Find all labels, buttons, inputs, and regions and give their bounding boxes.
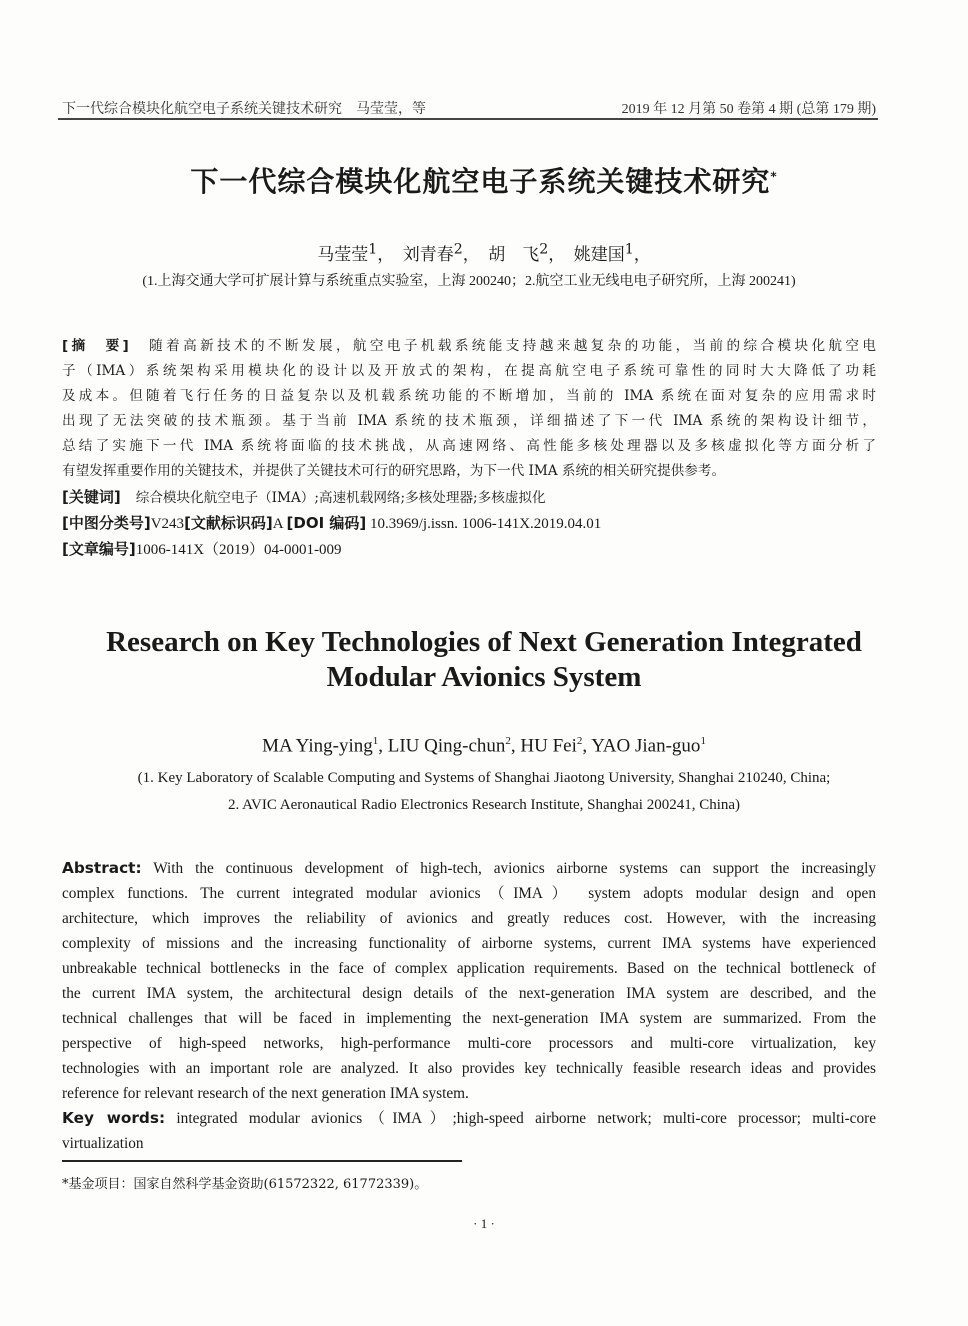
clc-value: V243 [150,516,185,532]
doi-value: 10.3969/j.issn. 1006-141X.2019.04.01 [370,516,602,532]
section-label: Key words: [62,1109,166,1127]
chinese-meta [62,484,876,562]
doc-value: A [272,516,283,532]
text-line [62,1031,876,1056]
affiliation-sup: 1 [368,241,378,258]
affiliation-sup: 2 [576,735,583,747]
section-label: [摘 要] [62,338,129,354]
author-name: LIU Qing-chun [387,735,506,757]
author-name: 胡 飞 [488,245,540,265]
affiliation-line: 2. AVIC Aeronautical Radio Electronics Research Institute, Shanghai 200241, China) [227,797,741,813]
text-line [62,334,876,359]
line-text: 子（IMA）系统架构采用模块化的设计以及开放式的架构，在提高航空电子系统可靠性的同时大大降低了功耗 [62,363,876,379]
doc-label: [文献标识码] [184,514,273,532]
english-abstract [62,856,876,1106]
line-text: virtualization [62,1135,144,1152]
text-line [62,931,876,956]
english-affiliation [0,765,968,819]
author-name: YAO Jian-guo [591,735,701,757]
text-line [62,434,876,459]
section-label: Abstract: [62,859,142,877]
text-line [62,459,876,484]
english-authors: MA Ying-ying$^1$, LIU Qing-chun$^2$, HU Fei$^2$, YAO Jian-guo$^1$ [262,735,706,757]
affiliation-sup: 1 [700,735,706,747]
line-text: technologies with an important role are analyzed. It also provides key technically feasible research ideas and provides [62,1060,876,1077]
affiliation-line: (1. Key Laboratory of Scalable Computing and Systems of Shanghai Jiaotong University, Shanghai 210240, China; [137,770,831,786]
footnote-rule [62,1160,462,1162]
running-header [62,98,876,118]
author-name: 姚建国 [573,245,625,265]
header-rule [58,118,878,120]
line-text: 随着高新技术的不断发展，航空电子机载系统能支持越来越复杂的功能，当前的综合模块化航空电 [149,338,876,354]
english-title-line: Research on Key Technologies of Next Generation Integrated [106,626,862,658]
line-text: integrated modular avionics（IMA）;high-speed airborne network; multi-core processor; multi-core [176,1110,876,1127]
classification-line [62,510,876,536]
affiliation-sup: 1 [372,735,379,747]
line-text: technical challenges that will be faced in implementing the next-generation IMA system are summarized. From the [62,1010,876,1027]
article-value: 1006-141X（2019）04-0001-009 [135,542,342,558]
line-text: 总结了实施下一代 IMA 系统将面临的技术挑战，从高速网络、高性能多核处理器以及多核虚拟化等方面分析了 [62,438,876,454]
line-text: 及成本。但随着飞行任务的日益复杂以及机载系统功能的不断增加，当前的 IMA 系统在面对复杂的应用需求时 [62,388,876,404]
author-name: 刘青春 [402,245,454,265]
article-number-line [62,536,876,562]
text-line [62,981,876,1006]
line-text: reference for relevant research of the next generation IMA system. [62,1085,469,1102]
text-line [62,1131,876,1156]
english-keywords [62,1106,876,1156]
line-text: unbreakable technical bottlenecks in the face of complex application requirements. Based on the technical bottleneck of [62,960,876,977]
affiliation-sup: 1 [624,241,634,258]
chinese-authors: 马莹莹$^1$， 刘青春$^2$， 胡 飞$^2$， 姚建国$^1$， [317,241,651,265]
keywords-text: 综合模块化航空电子（IMA）;高速机载网络;多核处理器;多核虚拟化 [135,490,546,506]
funding-footnote: *基金项目：国家自然科学基金资助(61572322, 61772339)。 [62,1177,428,1192]
text-line [62,856,876,881]
line-text: architecture, which improves the reliability of avionics and greatly reduces cost. However, with the increasing [62,910,876,927]
line-text: perspective of high-speed networks, high-performance multi-core processors and multi-core virtualization, key [62,1035,876,1052]
funding-mark: * [770,169,778,184]
line-text: the current IMA system, the architectural design details of the next-generation IMA system are described, and the [62,985,876,1002]
text-line [62,956,876,981]
doi-label: [DOI 编码] [286,514,367,532]
affiliation-sup: 2 [453,241,463,258]
keywords-label: [关键词] [62,488,121,506]
text-line [62,1081,876,1106]
chinese-affiliation: (1.上海交通大学可扩展计算与系统重点实验室，上海 200240；2.航空工业无线电电子研究所，上海 200241) [142,274,796,289]
chinese-abstract [62,334,876,484]
chinese-title [0,160,968,200]
text-line [62,384,876,409]
author-name: 马莹莹 [317,245,369,265]
text-line [62,1056,876,1081]
text-line [62,881,876,906]
text-line [62,409,876,434]
line-text: With the continuous development of high-tech, avionics airborne systems can support the increasingly [153,860,876,877]
text-line [62,359,876,384]
line-text: complex functions. The current integrated modular avionics（IMA） system adopts modular design and open [62,885,876,902]
article-label: [文章编号] [62,540,136,558]
chinese-keywords [62,484,876,510]
text-line [62,1106,876,1131]
line-text: complexity of missions and the increasing functionality of airborne systems, current IMA systems have experienced [62,935,876,952]
text-line [62,1006,876,1031]
english-title [0,625,968,695]
chinese-title-text: 下一代综合模块化航空电子系统关键技术研究 [190,165,771,198]
affiliation-sup: 2 [539,241,549,258]
author-name: MA Ying-ying [262,735,373,757]
clc-label: [中图分类号] [62,514,151,532]
english-title-line: Modular Avionics System [326,661,642,693]
author-name: HU Fei [520,735,577,757]
line-text: 有望发挥重要作用的关键技术，并提供了关键技术可行的研究思路，为下一代 IMA 系统的相关研究提供参考。 [62,463,726,479]
line-text: 出现了无法突破的技术瓶颈。基于当前 IMA 系统的技术瓶颈，详细描述了下一代 IMA 系统的架构设计细节， [62,413,876,429]
header-issue: 2019 年 12 月第 50 卷第 4 期 (总第 179 期) [621,102,876,117]
page-number: · 1 · [473,1216,495,1231]
header-title: 下一代综合模块化航空电子系统关键技术研究 马莹莹，等 [62,102,426,117]
text-line [62,906,876,931]
affiliation-sup: 2 [505,735,511,747]
